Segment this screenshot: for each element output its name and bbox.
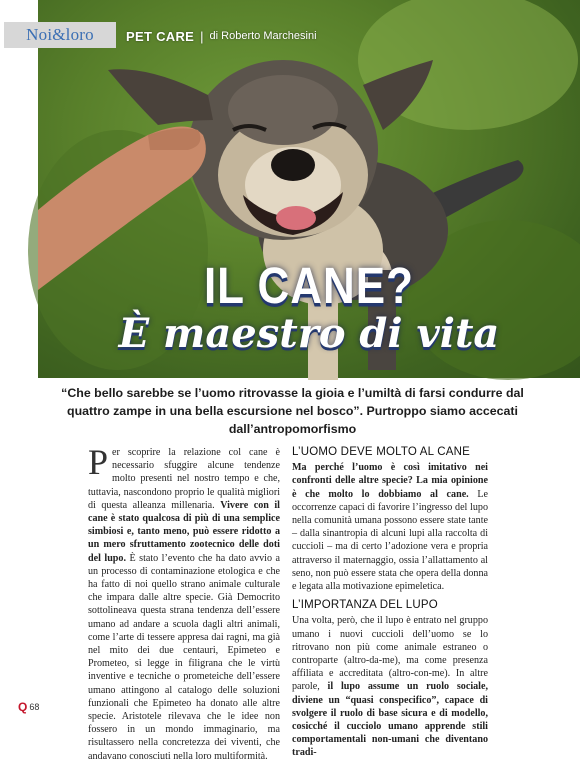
body-text-bold: Vivere con il cane è stato qualcosa di più di una semplice simbiosi e, tanto meno, può essere ridotto a un mero sfruttamento zootecnico delle doti del lupo.	[88, 499, 280, 564]
headline-line-2: È maestro di vita	[118, 310, 500, 357]
body-text: Le occorrenze capaci di favorire l’ingresso del lupo nella comunità umana possono essere state tante – dalla sinantropia di alcuni lupi alla raccolta di cuccioli – ma di certo l’adozione vera e propria attraverso il maternaggio, ossia l’allattamento al seno, non può essere stata che opera della donna e legata alla motivazione epimeletica.	[292, 488, 489, 593]
paragraph-2	[292, 614, 488, 759]
page-header	[0, 22, 580, 48]
body-text: er scoprire la relazione col cane è necessario sfuggire alcune tendenze molto presenti nel nostro tempo e che, tuttavia, nascondono proprio le qualità migliori di questa alleanza millenaria.	[88, 447, 280, 511]
section-tag	[4, 22, 116, 48]
magazine-logo: Q	[18, 700, 28, 714]
page-number: 68	[29, 702, 40, 712]
hero-photo	[38, 0, 580, 378]
body-text-bold: il lupo assume un ruolo sociale, diviene un “quasi conspecifico”, capace di svolgere il ruolo di base sicura e di modello, cosicché il cucciolo umano apprende stili comportamentali non-umani che diventano tradi-	[292, 681, 488, 759]
dropcap: P	[88, 442, 109, 482]
byline: di Roberto Marchesini	[209, 30, 317, 42]
section-name: Noi&loro	[26, 25, 94, 44]
page-footer	[18, 700, 39, 714]
body-text-bold: Ma perché l’uomo è così imitativo nei confronti delle altre specie? La mia opinione è che molto lo dobbiamo al cane.	[292, 462, 488, 500]
body-text: Una volta, però, che il lupo è entrato nel gruppo umano i nuovi cuccioli dell’uomo se lo ritrovano non più come animale estraneo o controparte (altro-da-me), ma come presenza affiliata e accreditata (altro-con-me). In altre parole,	[292, 615, 488, 693]
headline-line-1: IL CANE?	[203, 258, 415, 315]
lead-paragraph: “Che bello sarebbe se l’uomo ritrovasse la gioia e l’umiltà di farsi condurre dal quattro zampe in una bella escursione nel bosco”. Purtroppo siamo accecati dall’antropomorfismo	[61, 386, 524, 436]
subheading-1: L’UOMO DEVE MOLTO AL CANE	[292, 446, 470, 458]
body-text: È stato l’evento che ha dato avvio a un processo di contaminazione etologica e che ha fatto di noi quello strano animale culturale che impara dalle altre specie. Già Democrito sottolineava questa strana tendenza dell’essere umano ad andare a scuola dagli altri animali, come l’arte di tessere appresa dai ragni, ma già nel mito dei due centauri, Epimeteo e Prometeo, si legge in filigrana che le virtù inventive e tecniche o prometeiche dell’essere umano attingono al catalogo delle soluzioni funzionali che Epimeteo ha donato alle altre specie. Aristotele rilevava che le idee non fossero in un mondo immaginario, ma risultassero nella concretezza dei viventi, che andavano conosciuti nella loro multiformità.	[88, 552, 280, 762]
paragraph-1	[292, 461, 488, 593]
subheading-2: L’IMPORTANZA DEL LUPO	[292, 599, 438, 612]
column-left	[88, 442, 280, 763]
rubric	[126, 26, 317, 46]
column-right	[292, 446, 488, 760]
rubric-separator: |	[200, 28, 204, 44]
category-label: PET CARE	[126, 28, 195, 44]
